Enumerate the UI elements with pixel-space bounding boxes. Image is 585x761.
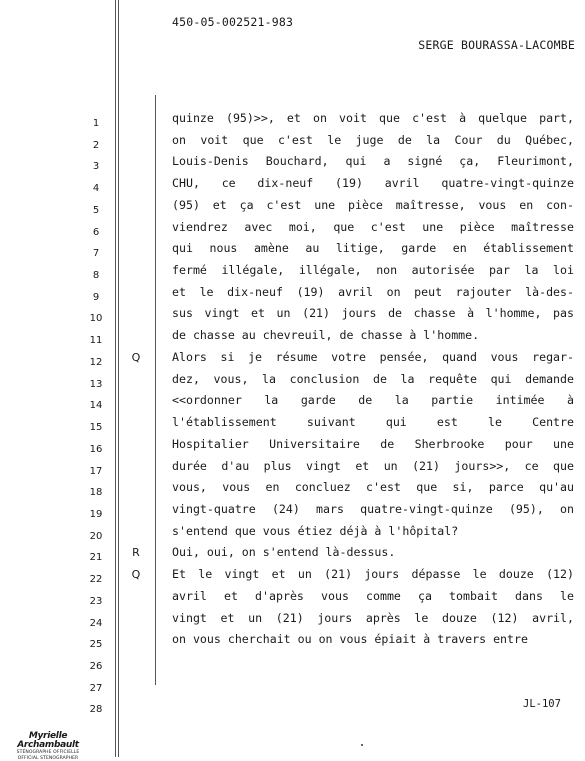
witness-name: SERGE BOURASSA-LACOMBE xyxy=(418,38,575,52)
transcript-line: CHU, ce dix-neuf (19) avril quatre-vingt-quinze xyxy=(172,176,574,190)
transcript-line: viendrez avec moi, que c'est une pièce maîtresse xyxy=(172,220,574,234)
line-number: 9 xyxy=(70,292,122,303)
line-number: 8 xyxy=(70,270,122,281)
scan-speck xyxy=(361,744,363,746)
line-number: 28 xyxy=(70,704,122,715)
transcript-line: qui nous amène au litige, garde en établissement xyxy=(172,241,574,255)
transcript-line: Alors si je résume votre pensée, quand vous regar- xyxy=(172,350,574,364)
transcript-line: Hospitalier Universitaire de Sherbrooke pour une xyxy=(172,437,574,451)
line-number: 14 xyxy=(70,400,122,411)
speaker-label: Q xyxy=(129,568,143,581)
line-number: 15 xyxy=(70,422,122,433)
line-number: 3 xyxy=(70,161,122,172)
line-number: 27 xyxy=(70,683,122,694)
line-number: 23 xyxy=(70,596,122,607)
transcript-line: et le dix-neuf (19) avril on peut rajouter là-des- xyxy=(172,285,574,299)
transcript-line: dez, vous, la conclusion de la requête qui demande xyxy=(172,372,574,386)
line-number: 22 xyxy=(70,574,122,585)
transcript-line: quinze (95)>>, et on voit que c'est à quelque part, xyxy=(172,111,574,125)
transcript-line: on voit que c'est le juge de la Cour du Québec, xyxy=(172,133,574,147)
line-number: 26 xyxy=(70,661,122,672)
transcript-line: fermé illégale, illégale, non autorisée par la loi xyxy=(172,263,574,277)
line-number: 4 xyxy=(70,183,122,194)
line-number: 2 xyxy=(70,140,122,151)
transcript-line: <<ordonner la garde de la partie intimée à xyxy=(172,393,574,407)
line-number: 5 xyxy=(70,205,122,216)
speaker-label: R xyxy=(129,546,143,559)
stenographer-name: Myrielle Archambault xyxy=(2,732,94,750)
transcript-line: sus vingt et un (21) jours de chasse à l'homme, pas xyxy=(172,306,574,320)
line-number: 1 xyxy=(70,118,122,129)
transcript-line: Oui, oui, on s'entend là-dessus. xyxy=(172,545,574,559)
transcript-line: vingt et un (21) jours après le douze (12) avril, xyxy=(172,611,574,625)
line-number: 21 xyxy=(70,552,122,563)
speaker-label: Q xyxy=(129,351,143,364)
transcript-line: vingt-quatre (24) mars quatre-vingt-quinze (95), on xyxy=(172,502,574,516)
transcript-line: Et le vingt et un (21) jours dépasse le douze (12) xyxy=(172,567,574,581)
line-number: 16 xyxy=(70,444,122,455)
line-number: 6 xyxy=(70,227,122,238)
transcript-line: durée d'au plus vingt et un (21) jours>>, ce que xyxy=(172,459,574,473)
case-number: 450-05-002521-983 xyxy=(172,15,293,29)
line-number: 7 xyxy=(70,248,122,259)
transcript-line: (95) et ça c'est une pièce maîtresse, vous en con- xyxy=(172,198,574,212)
line-number: 11 xyxy=(70,335,122,346)
line-number: 24 xyxy=(70,618,122,629)
line-number: 13 xyxy=(70,379,122,390)
page-code: JL-107 xyxy=(523,698,561,710)
transcript-line: de chasse au chevreuil, de chasse à l'homme. xyxy=(172,328,574,342)
line-number: 19 xyxy=(70,509,122,520)
transcript-line: s'entend que vous étiez déjà à l'hôpital? xyxy=(172,524,574,538)
line-number: 25 xyxy=(70,639,122,650)
margin-rule-text xyxy=(155,95,156,685)
transcript-line: vous, vous en concluez c'est que si, parce qu'au xyxy=(172,480,574,494)
line-number: 10 xyxy=(70,313,122,324)
line-number: 17 xyxy=(70,466,122,477)
transcript-line: Louis-Denis Bouchard, qui a signé ça, Fleurimont, xyxy=(172,154,574,168)
line-number: 20 xyxy=(70,531,122,542)
transcript-line: on vous cherchait ou on vous épiait à travers entre xyxy=(172,632,574,646)
line-number: 18 xyxy=(70,487,122,498)
transcript-line: avril et d'après vous comme ça tombait dans le xyxy=(172,589,574,603)
transcript-line: l'établissement suivant qui est le Centre xyxy=(172,415,574,429)
stenographer-title-en: OFFICIAL STENOGRAPHER xyxy=(2,757,94,761)
stenographer-title-fr: STÉNOGRAPHE OFFICIELLE xyxy=(2,751,94,756)
line-number: 12 xyxy=(70,357,122,368)
